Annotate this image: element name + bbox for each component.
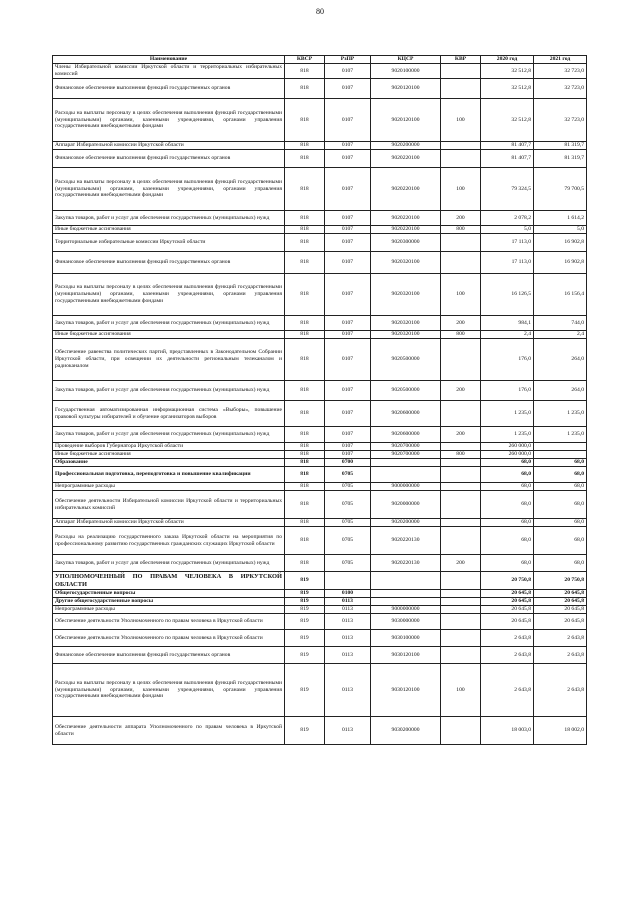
row-kvr-cell bbox=[441, 150, 481, 168]
row-rzpr-cell: 0113 bbox=[325, 664, 371, 717]
table-body bbox=[53, 64, 587, 745]
row-kcsr-cell: 9020220100 bbox=[371, 168, 441, 211]
table-row bbox=[53, 252, 587, 274]
row-2021-cell bbox=[534, 443, 587, 451]
row-kvr-cell bbox=[441, 467, 481, 483]
row-2021-cell: 32 723,0 bbox=[534, 79, 587, 99]
row-kvsr-cell: 819 bbox=[285, 647, 325, 664]
row-kcsr-cell: 9020220130 bbox=[371, 527, 441, 555]
row-kvr-cell bbox=[441, 519, 481, 527]
row-name-cell: Закупка товаров, работ и услуг для обеспечения государственных (муниципальных) нужд bbox=[53, 211, 285, 226]
row-2020-cell: 68,0 bbox=[481, 519, 534, 527]
table-row bbox=[53, 316, 587, 331]
row-kvsr-cell: 818 bbox=[285, 339, 325, 381]
row-rzpr-cell: 0705 bbox=[325, 467, 371, 483]
row-2021-cell bbox=[534, 451, 587, 459]
row-rzpr-cell: 0107 bbox=[325, 168, 371, 211]
row-kvr-cell bbox=[441, 647, 481, 664]
row-kcsr-cell: 9030100000 bbox=[371, 630, 441, 647]
row-kcsr-cell bbox=[371, 572, 441, 590]
row-2020-cell: 1 235,0 bbox=[481, 401, 534, 427]
row-2021-cell: 68,0 bbox=[534, 483, 587, 491]
row-name-cell: Финансовое обеспечение выполнения функций государственных органов bbox=[53, 150, 285, 168]
row-name-cell: Закупка товаров, работ и услуг для обеспечения государственных (муниципальных) нужд bbox=[53, 381, 285, 401]
row-kvr-cell bbox=[441, 339, 481, 381]
row-kcsr-cell: 9020000000 bbox=[371, 491, 441, 519]
table-row bbox=[53, 331, 587, 339]
row-2020-cell: 20 645,8 bbox=[481, 606, 534, 614]
row-kvr-cell bbox=[441, 459, 481, 467]
page-number: 80 bbox=[316, 7, 324, 16]
row-kvsr-cell: 818 bbox=[285, 79, 325, 99]
row-rzpr-cell: 0107 bbox=[325, 339, 371, 381]
row-name-cell: Обеспечение деятельности Уполномоченного по правам человека в Иркутской области bbox=[53, 614, 285, 630]
row-2021-cell: 1 235,0 bbox=[534, 427, 587, 443]
table-row bbox=[53, 211, 587, 226]
row-kcsr-cell: 9020600000 bbox=[371, 401, 441, 427]
row-kcsr-cell: 9020220100 bbox=[371, 211, 441, 226]
row-rzpr-cell: 0107 bbox=[325, 274, 371, 316]
row-rzpr-cell: 0107 bbox=[325, 427, 371, 443]
row-rzpr-cell: 0113 bbox=[325, 630, 371, 647]
row-kcsr-cell bbox=[371, 467, 441, 483]
row-2021-cell: 68,0 bbox=[534, 467, 587, 483]
row-rzpr-cell: 0113 bbox=[325, 647, 371, 664]
row-rzpr-cell: 0107 bbox=[325, 451, 371, 459]
row-name-cell: Закупка товаров, работ и услуг для обеспечения государственных (муниципальных) нужд bbox=[53, 316, 285, 331]
row-kcsr-cell: 9020200000 bbox=[371, 142, 441, 150]
row-kvr-cell bbox=[441, 527, 481, 555]
table-row bbox=[53, 555, 587, 572]
row-kvr-cell bbox=[441, 630, 481, 647]
row-name-cell: Закупка товаров, работ и услуг для обеспечения государственных (муниципальных) нужд bbox=[53, 555, 285, 572]
row-name-cell: Образование bbox=[53, 459, 285, 467]
row-rzpr-cell: 0705 bbox=[325, 555, 371, 572]
row-kcsr-cell: 9020320100 bbox=[371, 316, 441, 331]
row-rzpr-cell: 0100 bbox=[325, 590, 371, 598]
row-kvr-cell bbox=[441, 64, 481, 79]
row-name-cell: Профессиональная подготовка, переподготовка и повышение квалификации bbox=[53, 467, 285, 483]
row-rzpr-cell: 0705 bbox=[325, 483, 371, 491]
row-kvr-cell bbox=[441, 717, 481, 745]
row-kvsr-cell: 818 bbox=[285, 211, 325, 226]
row-2020-cell: 176,0 bbox=[481, 339, 534, 381]
row-2021-cell: 2 643,8 bbox=[534, 630, 587, 647]
row-kvsr-cell: 818 bbox=[285, 150, 325, 168]
row-kvsr-cell: 818 bbox=[285, 99, 325, 142]
row-2021-cell: 2 643,8 bbox=[534, 664, 587, 717]
row-kvsr-cell: 819 bbox=[285, 664, 325, 717]
budget-table bbox=[52, 55, 587, 745]
row-kvsr-cell: 818 bbox=[285, 467, 325, 483]
row-kcsr-cell: 9000000000 bbox=[371, 483, 441, 491]
row-name-cell: Непрограммные расходы bbox=[53, 606, 285, 614]
row-kvsr-cell: 818 bbox=[285, 234, 325, 252]
row-kvsr-cell: 819 bbox=[285, 717, 325, 745]
row-kvr-cell: 800 bbox=[441, 226, 481, 234]
table-header-row bbox=[53, 56, 587, 64]
table-row bbox=[53, 606, 587, 614]
row-kvsr-cell: 818 bbox=[285, 274, 325, 316]
row-2020-cell: 20 645,8 bbox=[481, 598, 534, 606]
row-rzpr-cell: 0107 bbox=[325, 64, 371, 79]
row-2020-cell: 32 512,8 bbox=[481, 99, 534, 142]
table-row bbox=[53, 527, 587, 555]
row-kvr-cell bbox=[441, 572, 481, 590]
row-kvsr-cell: 818 bbox=[285, 443, 325, 451]
row-kvr-cell bbox=[441, 142, 481, 150]
row-kvr-cell bbox=[441, 252, 481, 274]
row-2021-cell: 264,0 bbox=[534, 339, 587, 381]
row-2020-cell: 2 643,8 bbox=[481, 630, 534, 647]
row-name-cell: Государственная автоматизированная информационная система «Выборы», повышение правовой культуры избирателей и обучение организаторов выборов bbox=[53, 401, 285, 427]
row-kcsr-cell: 9020320100 bbox=[371, 331, 441, 339]
row-name-cell: Финансовое обеспечение выполнения функций государственных органов bbox=[53, 252, 285, 274]
row-rzpr-cell: 0705 bbox=[325, 519, 371, 527]
column-header-kcsr: КЦСР bbox=[371, 56, 441, 64]
row-name-cell: Проведение выборов Губернатора Иркутской области bbox=[53, 443, 285, 451]
column-header-kvr: КВР bbox=[441, 56, 481, 64]
row-2021-cell: 20 645,8 bbox=[534, 598, 587, 606]
row-2020-cell: 32 512,8 bbox=[481, 64, 534, 79]
row-kcsr-cell: 9020220130 bbox=[371, 555, 441, 572]
row-rzpr-cell: 0107 bbox=[325, 443, 371, 451]
row-name-cell: Закупка товаров, работ и услуг для обеспечения государственных (муниципальных) нужд bbox=[53, 427, 285, 443]
row-kvsr-cell: 818 bbox=[285, 401, 325, 427]
row-2020-cell: 260 000,0 bbox=[481, 451, 534, 459]
row-name-cell: Расходы на выплаты персоналу в целях обеспечения выполнения функций государственными (муниципальными) органами, казенными учреждениями, органами управления государственными внебюджетными фондами bbox=[53, 168, 285, 211]
row-2021-cell: 5,0 bbox=[534, 226, 587, 234]
row-name-cell: Обеспечение равенства политических партий, представленных в Законодательном Собрании Иркутской области, при освещении их деятельности региональным телеканалом и радиоканалом bbox=[53, 339, 285, 381]
row-kcsr-cell: 9000000000 bbox=[371, 606, 441, 614]
table-row bbox=[53, 519, 587, 527]
row-kvr-cell bbox=[441, 483, 481, 491]
row-kvr-cell bbox=[441, 491, 481, 519]
column-header-2020: 2020 год bbox=[481, 56, 534, 64]
row-2020-cell: 81 407,7 bbox=[481, 142, 534, 150]
row-kvr-cell bbox=[441, 443, 481, 451]
row-kcsr-cell: 9030200000 bbox=[371, 717, 441, 745]
row-rzpr-cell: 0107 bbox=[325, 316, 371, 331]
row-kvsr-cell: 818 bbox=[285, 252, 325, 274]
column-header-name: Наименование bbox=[53, 56, 285, 64]
row-kcsr-cell: 9020200000 bbox=[371, 519, 441, 527]
row-kvr-cell: 200 bbox=[441, 381, 481, 401]
table-row bbox=[53, 459, 587, 467]
row-2021-cell: 81 319,7 bbox=[534, 150, 587, 168]
row-2020-cell: 1 235,0 bbox=[481, 427, 534, 443]
row-kcsr-cell: 9030120100 bbox=[371, 664, 441, 717]
row-2021-cell: 20 645,8 bbox=[534, 614, 587, 630]
row-name-cell: Расходы на выплаты персоналу в целях обеспечения выполнения функций государственными (муниципальными) органами, казенными учреждениями, органами управления государственными внебюджетными фондами bbox=[53, 99, 285, 142]
table-row bbox=[53, 443, 587, 451]
row-2020-cell: 2 643,8 bbox=[481, 664, 534, 717]
row-2020-cell: 2 643,8 bbox=[481, 647, 534, 664]
row-2020-cell: 5,0 bbox=[481, 226, 534, 234]
row-name-cell: Территориальные избирательные комиссии Иркутской области bbox=[53, 234, 285, 252]
row-2021-cell: 32 723,0 bbox=[534, 99, 587, 142]
row-2021-cell: 68,0 bbox=[534, 527, 587, 555]
row-kvr-cell bbox=[441, 234, 481, 252]
row-name-cell: Финансовое обеспечение выполнения функций государственных органов bbox=[53, 647, 285, 664]
row-2020-cell: 260 000,0 bbox=[481, 443, 534, 451]
row-2020-cell: 176,0 bbox=[481, 381, 534, 401]
table-row bbox=[53, 168, 587, 211]
row-2020-cell: 984,1 bbox=[481, 316, 534, 331]
row-2020-cell: 2 078,2 bbox=[481, 211, 534, 226]
row-kvsr-cell: 819 bbox=[285, 598, 325, 606]
table-row bbox=[53, 142, 587, 150]
table-row bbox=[53, 572, 587, 590]
table-row bbox=[53, 483, 587, 491]
table-row bbox=[53, 630, 587, 647]
row-name-cell: Иные бюджетные ассигнования bbox=[53, 226, 285, 234]
row-rzpr-cell: 0107 bbox=[325, 381, 371, 401]
row-kvr-cell bbox=[441, 598, 481, 606]
row-kvr-cell bbox=[441, 606, 481, 614]
row-2020-cell: 20 645,8 bbox=[481, 614, 534, 630]
row-kvsr-cell: 818 bbox=[285, 459, 325, 467]
row-name-cell: Аппарат Избирательной комиссии Иркутской области bbox=[53, 519, 285, 527]
row-2021-cell: 16 156,4 bbox=[534, 274, 587, 316]
row-2021-cell: 1 614,2 bbox=[534, 211, 587, 226]
row-kcsr-cell bbox=[371, 459, 441, 467]
row-rzpr-cell: 0113 bbox=[325, 717, 371, 745]
row-2020-cell: 68,0 bbox=[481, 467, 534, 483]
row-rzpr-cell: 0113 bbox=[325, 598, 371, 606]
row-kcsr-cell: 9020500000 bbox=[371, 381, 441, 401]
row-2021-cell: 68,0 bbox=[534, 555, 587, 572]
row-2020-cell: 32 512,8 bbox=[481, 79, 534, 99]
row-kvr-cell: 200 bbox=[441, 555, 481, 572]
row-rzpr-cell: 0107 bbox=[325, 234, 371, 252]
row-rzpr-cell: 0700 bbox=[325, 459, 371, 467]
row-2020-cell: 17 113,0 bbox=[481, 234, 534, 252]
row-kcsr-cell: 9020220100 bbox=[371, 226, 441, 234]
row-2021-cell: 68,0 bbox=[534, 491, 587, 519]
row-kvr-cell bbox=[441, 79, 481, 99]
column-header-rzpr: РзПР bbox=[325, 56, 371, 64]
row-rzpr-cell: 0107 bbox=[325, 252, 371, 274]
row-2021-cell: 16 902,8 bbox=[534, 234, 587, 252]
row-rzpr-cell: 0107 bbox=[325, 226, 371, 234]
row-rzpr-cell: 0107 bbox=[325, 331, 371, 339]
row-name-cell: Иные бюджетные ассигнования bbox=[53, 331, 285, 339]
row-rzpr-cell: 0113 bbox=[325, 614, 371, 630]
row-2020-cell: 81 407,7 bbox=[481, 150, 534, 168]
row-kvr-cell: 100 bbox=[441, 274, 481, 316]
row-rzpr-cell: 0705 bbox=[325, 491, 371, 519]
row-kcsr-cell: 9020320100 bbox=[371, 252, 441, 274]
row-2021-cell: 1 235,0 bbox=[534, 401, 587, 427]
row-2021-cell: 744,0 bbox=[534, 316, 587, 331]
row-name-cell: Расходы на выплаты персоналу в целях обеспечения выполнения функций государственными (муниципальными) органами, казенными учреждениями, органами управления государственными внебюджетными фондами bbox=[53, 274, 285, 316]
row-rzpr-cell: 0107 bbox=[325, 150, 371, 168]
row-kvsr-cell: 819 bbox=[285, 606, 325, 614]
table-row bbox=[53, 614, 587, 630]
row-name-cell: Общегосударственные вопросы bbox=[53, 590, 285, 598]
row-kvr-cell: 800 bbox=[441, 331, 481, 339]
row-kcsr-cell: 9020600000 bbox=[371, 427, 441, 443]
row-kvr-cell bbox=[441, 590, 481, 598]
table-row bbox=[53, 79, 587, 99]
row-2021-cell: 264,0 bbox=[534, 381, 587, 401]
row-kvr-cell: 200 bbox=[441, 427, 481, 443]
row-kvsr-cell: 818 bbox=[285, 483, 325, 491]
row-kcsr-cell: 9020700000 bbox=[371, 443, 441, 451]
table-row bbox=[53, 467, 587, 483]
row-kvr-cell bbox=[441, 401, 481, 427]
column-header-kvsr: КВСР bbox=[285, 56, 325, 64]
row-name-cell: Иные бюджетные ассигнования bbox=[53, 451, 285, 459]
row-kvsr-cell: 819 bbox=[285, 590, 325, 598]
row-name-cell: Обеспечение деятельности Избирательной комиссии Иркутской области и территориальных избирательных комиссий bbox=[53, 491, 285, 519]
row-kvsr-cell: 818 bbox=[285, 491, 325, 519]
row-name-cell: Обеспечение деятельности аппарата Уполномоченного по правам человека в Иркутской области bbox=[53, 717, 285, 745]
row-kvsr-cell: 819 bbox=[285, 614, 325, 630]
row-2021-cell: 18 002,0 bbox=[534, 717, 587, 745]
row-kcsr-cell: 9020500000 bbox=[371, 339, 441, 381]
table-row bbox=[53, 427, 587, 443]
row-name-cell: Расходы на реализацию государственного заказа Иркутской области на мероприятия по профессиональному развитию государственных гражданских служащих Иркутской области bbox=[53, 527, 285, 555]
row-kcsr-cell: 9020100000 bbox=[371, 64, 441, 79]
row-kvsr-cell: 818 bbox=[285, 64, 325, 79]
table-row bbox=[53, 590, 587, 598]
table-row bbox=[53, 99, 587, 142]
row-2021-cell: 16 902,8 bbox=[534, 252, 587, 274]
row-kvsr-cell: 818 bbox=[285, 168, 325, 211]
row-2021-cell: 20 750,8 bbox=[534, 572, 587, 590]
table-row bbox=[53, 339, 587, 381]
row-kvsr-cell: 818 bbox=[285, 226, 325, 234]
row-rzpr-cell: 0107 bbox=[325, 99, 371, 142]
row-name-cell: Расходы на выплаты персоналу в целях обеспечения выполнения функций государственными (муниципальными) органами, казенными учреждениями, органами управления государственными внебюджетными фондами bbox=[53, 664, 285, 717]
row-kcsr-cell bbox=[371, 598, 441, 606]
row-rzpr-cell bbox=[325, 572, 371, 590]
row-kvsr-cell: 818 bbox=[285, 519, 325, 527]
row-kcsr-cell: 9020120100 bbox=[371, 99, 441, 142]
row-name-cell: Финансовое обеспечение выполнения функций государственных органов bbox=[53, 79, 285, 99]
row-2020-cell: 79 324,5 bbox=[481, 168, 534, 211]
row-2021-cell: 68,0 bbox=[534, 519, 587, 527]
row-2020-cell: 68,0 bbox=[481, 527, 534, 555]
row-2021-cell: 2 643,8 bbox=[534, 647, 587, 664]
row-kvr-cell: 800 bbox=[441, 451, 481, 459]
row-2020-cell: 2,4 bbox=[481, 331, 534, 339]
row-rzpr-cell: 0113 bbox=[325, 606, 371, 614]
row-rzpr-cell: 0705 bbox=[325, 527, 371, 555]
row-2020-cell: 68,0 bbox=[481, 555, 534, 572]
row-2021-cell: 68,0 bbox=[534, 459, 587, 467]
row-name-cell: Другие общегосударственные вопросы bbox=[53, 598, 285, 606]
table-row bbox=[53, 381, 587, 401]
row-rzpr-cell: 0107 bbox=[325, 401, 371, 427]
row-kvr-cell: 200 bbox=[441, 211, 481, 226]
row-kcsr-cell: 9020320100 bbox=[371, 274, 441, 316]
row-kvsr-cell: 819 bbox=[285, 572, 325, 590]
row-kcsr-cell: 9020220100 bbox=[371, 150, 441, 168]
table-row bbox=[53, 598, 587, 606]
table-row bbox=[53, 274, 587, 316]
row-rzpr-cell: 0107 bbox=[325, 211, 371, 226]
row-kvsr-cell: 818 bbox=[285, 142, 325, 150]
row-name-cell: Члены Избирательной комиссии Иркутской области и территориальных избирательных комиссий bbox=[53, 64, 285, 79]
row-kvsr-cell: 818 bbox=[285, 427, 325, 443]
row-name-cell: Непрограммные расходы bbox=[53, 483, 285, 491]
row-kvsr-cell: 818 bbox=[285, 451, 325, 459]
table-row bbox=[53, 401, 587, 427]
row-2021-cell: 20 645,8 bbox=[534, 590, 587, 598]
row-2020-cell: 17 113,0 bbox=[481, 252, 534, 274]
table-row bbox=[53, 451, 587, 459]
table-row bbox=[53, 150, 587, 168]
row-2020-cell: 18 003,0 bbox=[481, 717, 534, 745]
row-kcsr-cell: 9020120100 bbox=[371, 79, 441, 99]
row-2021-cell: 20 645,8 bbox=[534, 606, 587, 614]
row-name-cell: Обеспечение деятельности Уполномоченного по правам человека в Иркутской области bbox=[53, 630, 285, 647]
row-2020-cell: 68,0 bbox=[481, 459, 534, 467]
row-kvr-cell bbox=[441, 614, 481, 630]
column-header-2021: 2021 год bbox=[534, 56, 587, 64]
table-row bbox=[53, 717, 587, 745]
row-kvr-cell: 100 bbox=[441, 664, 481, 717]
row-2021-cell: 79 700,5 bbox=[534, 168, 587, 211]
row-2020-cell: 20 750,8 bbox=[481, 572, 534, 590]
row-kcsr-cell: 9020700000 bbox=[371, 451, 441, 459]
row-kcsr-cell: 9030120100 bbox=[371, 647, 441, 664]
row-kvsr-cell: 818 bbox=[285, 331, 325, 339]
row-kvr-cell: 100 bbox=[441, 99, 481, 142]
row-kvr-cell: 100 bbox=[441, 168, 481, 211]
row-2021-cell: 2,4 bbox=[534, 331, 587, 339]
row-2020-cell: 68,0 bbox=[481, 483, 534, 491]
row-2021-cell: 32 723,0 bbox=[534, 64, 587, 79]
row-name-cell: Аппарат Избирательной комиссии Иркутской области bbox=[53, 142, 285, 150]
row-name-cell: УПОЛНОМОЧЕННЫЙ ПО ПРАВАМ ЧЕЛОВЕКА В ИРКУТСКОЙ ОБЛАСТИ bbox=[53, 572, 285, 590]
row-rzpr-cell: 0107 bbox=[325, 79, 371, 99]
row-kcsr-cell: 9020300000 bbox=[371, 234, 441, 252]
row-kvr-cell: 200 bbox=[441, 316, 481, 331]
row-kvsr-cell: 818 bbox=[285, 555, 325, 572]
table-row bbox=[53, 64, 587, 79]
row-rzpr-cell: 0107 bbox=[325, 142, 371, 150]
table-row bbox=[53, 647, 587, 664]
row-kcsr-cell bbox=[371, 590, 441, 598]
row-kcsr-cell: 9030000000 bbox=[371, 614, 441, 630]
row-kvsr-cell: 818 bbox=[285, 316, 325, 331]
table-row bbox=[53, 234, 587, 252]
table-row bbox=[53, 664, 587, 717]
row-2020-cell: 20 645,8 bbox=[481, 590, 534, 598]
row-kvsr-cell: 818 bbox=[285, 381, 325, 401]
row-2020-cell: 16 126,5 bbox=[481, 274, 534, 316]
row-kvsr-cell: 819 bbox=[285, 630, 325, 647]
row-kvsr-cell: 818 bbox=[285, 527, 325, 555]
row-2021-cell: 81 319,7 bbox=[534, 142, 587, 150]
table-row bbox=[53, 226, 587, 234]
row-2020-cell: 68,0 bbox=[481, 491, 534, 519]
table-row bbox=[53, 491, 587, 519]
